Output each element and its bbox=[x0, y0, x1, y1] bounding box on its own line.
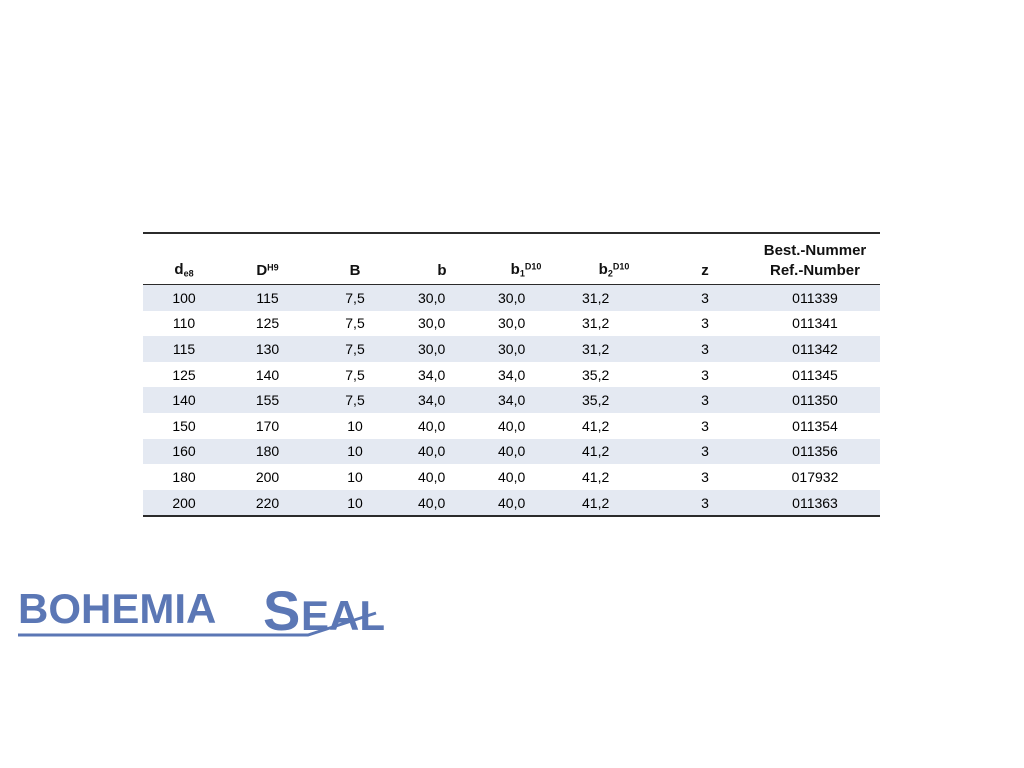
cell-D: 200 bbox=[255, 468, 280, 485]
cell-z: 3 bbox=[701, 443, 709, 460]
cell-B: 7,5 bbox=[345, 315, 365, 332]
cell-b2: 35,2 bbox=[582, 392, 610, 409]
cell-b2: 41,2 bbox=[582, 494, 610, 511]
cell-z: 3 bbox=[701, 340, 709, 357]
cell-d: 180 bbox=[172, 468, 196, 485]
bohemia-seal-logo bbox=[18, 578, 418, 648]
cell-b2: 31,2 bbox=[582, 315, 610, 332]
table-bottom-rule bbox=[143, 515, 880, 517]
cell-ref: 011356 bbox=[792, 443, 838, 460]
cell-D: 220 bbox=[255, 494, 280, 511]
cell-ref: 011363 bbox=[792, 494, 838, 511]
table-row bbox=[143, 336, 880, 362]
column-header-B bbox=[310, 261, 400, 281]
cell-b1: 30,0 bbox=[498, 315, 526, 332]
column-header-b1-sub: 1 bbox=[519, 268, 525, 279]
cell-b1: 30,0 bbox=[498, 289, 526, 306]
table-row bbox=[143, 387, 880, 413]
column-header-d-base: d bbox=[174, 261, 184, 279]
logo-graphic bbox=[18, 578, 418, 648]
logo-text-bohemia: BOHEMIA bbox=[18, 585, 217, 632]
column-header-b2-base: b bbox=[598, 261, 608, 279]
cell-z: 3 bbox=[701, 494, 709, 511]
cell-D: 170 bbox=[255, 417, 280, 434]
cell-b: 34,0 bbox=[418, 366, 446, 383]
cell-d: 150 bbox=[172, 417, 196, 434]
cell-d: 110 bbox=[172, 315, 196, 332]
cell-ref: 011339 bbox=[792, 289, 838, 306]
cell-b: 30,0 bbox=[418, 315, 446, 332]
cell-z: 3 bbox=[701, 392, 709, 409]
column-header-d-sub: e8 bbox=[183, 268, 194, 279]
cell-B: 10 bbox=[347, 468, 363, 485]
cell-b2: 31,2 bbox=[582, 289, 610, 306]
cell-B: 10 bbox=[347, 443, 363, 460]
column-header-ref-line2: Ref.-Number bbox=[769, 261, 860, 279]
cell-b1: 34,0 bbox=[498, 392, 526, 409]
cell-d: 160 bbox=[172, 443, 196, 460]
cell-b: 30,0 bbox=[418, 289, 446, 306]
cell-b: 30,0 bbox=[418, 340, 446, 357]
cell-B: 7,5 bbox=[345, 366, 365, 383]
logo-text-eal: EAL bbox=[301, 592, 385, 639]
column-header-d bbox=[143, 260, 225, 280]
column-header-b-base: b bbox=[437, 261, 447, 279]
column-header-z bbox=[660, 261, 750, 281]
cell-b2: 41,2 bbox=[582, 417, 610, 434]
column-header-b2-sub: 2 bbox=[607, 268, 613, 279]
cell-ref: 017932 bbox=[791, 468, 839, 485]
cell-d: 200 bbox=[172, 494, 196, 511]
column-header-ref bbox=[750, 241, 880, 280]
table-header-row bbox=[143, 234, 880, 284]
cell-D: 130 bbox=[255, 340, 280, 357]
cell-d: 125 bbox=[172, 366, 196, 383]
cell-b1: 40,0 bbox=[498, 468, 526, 485]
cell-D: 125 bbox=[255, 315, 280, 332]
cell-b1: 40,0 bbox=[498, 443, 526, 460]
cell-z: 3 bbox=[701, 315, 709, 332]
cell-z: 3 bbox=[701, 468, 709, 485]
cell-D: 155 bbox=[255, 392, 280, 409]
cell-D: 115 bbox=[256, 289, 279, 306]
cell-b1: 34,0 bbox=[498, 366, 526, 383]
cell-D: 180 bbox=[255, 443, 280, 460]
cell-B: 7,5 bbox=[345, 289, 365, 306]
cell-b2: 35,2 bbox=[582, 366, 610, 383]
column-header-B-base: B bbox=[349, 261, 361, 279]
table-row bbox=[143, 311, 880, 337]
cell-z: 3 bbox=[701, 417, 709, 434]
cell-B: 7,5 bbox=[345, 392, 365, 409]
column-header-b bbox=[400, 261, 484, 281]
cell-b1: 40,0 bbox=[498, 417, 526, 434]
column-header-D-base: D bbox=[256, 261, 268, 279]
cell-B: 10 bbox=[347, 417, 363, 434]
cell-b2: 31,2 bbox=[582, 340, 610, 357]
table-row bbox=[143, 439, 880, 465]
table-row bbox=[143, 464, 880, 490]
cell-d: 115 bbox=[172, 340, 196, 357]
cell-D: 140 bbox=[255, 366, 280, 383]
column-header-b2-sup: D10 bbox=[612, 261, 630, 272]
cell-b: 34,0 bbox=[418, 392, 446, 409]
column-header-b1 bbox=[484, 260, 568, 280]
column-header-z-base: z bbox=[701, 261, 709, 279]
cell-b: 40,0 bbox=[418, 494, 446, 511]
column-header-D-sup: H9 bbox=[267, 262, 279, 272]
column-header-ref-line1: Best.-Nummer bbox=[763, 242, 867, 259]
table-row bbox=[143, 490, 880, 516]
cell-B: 7,5 bbox=[345, 340, 365, 357]
cell-ref: 011341 bbox=[792, 315, 838, 332]
cell-b1: 40,0 bbox=[498, 494, 526, 511]
cell-b: 40,0 bbox=[418, 417, 446, 434]
cell-ref: 011345 bbox=[792, 366, 838, 383]
table-row bbox=[143, 413, 880, 439]
cell-d: 100 bbox=[172, 289, 196, 306]
cell-b2: 41,2 bbox=[582, 468, 610, 485]
cell-ref: 011342 bbox=[792, 340, 838, 357]
cell-d: 140 bbox=[172, 392, 196, 409]
table-row bbox=[143, 362, 880, 388]
cell-b: 40,0 bbox=[418, 443, 446, 460]
specification-table bbox=[143, 232, 880, 517]
cell-b: 40,0 bbox=[418, 468, 446, 485]
cell-b2: 41,2 bbox=[582, 443, 610, 460]
cell-z: 3 bbox=[701, 366, 709, 383]
column-header-b1-base: b bbox=[510, 261, 520, 279]
column-header-D bbox=[225, 261, 310, 281]
cell-B: 10 bbox=[347, 494, 363, 511]
cell-ref: 011354 bbox=[792, 417, 838, 434]
cell-ref: 011350 bbox=[792, 392, 838, 409]
logo-text-s: S bbox=[263, 579, 301, 642]
cell-b1: 30,0 bbox=[498, 340, 526, 357]
column-header-b1-sup: D10 bbox=[524, 261, 542, 272]
table-body bbox=[143, 285, 880, 515]
cell-z: 3 bbox=[701, 289, 709, 306]
column-header-b2 bbox=[568, 260, 660, 280]
table-row bbox=[143, 285, 880, 311]
